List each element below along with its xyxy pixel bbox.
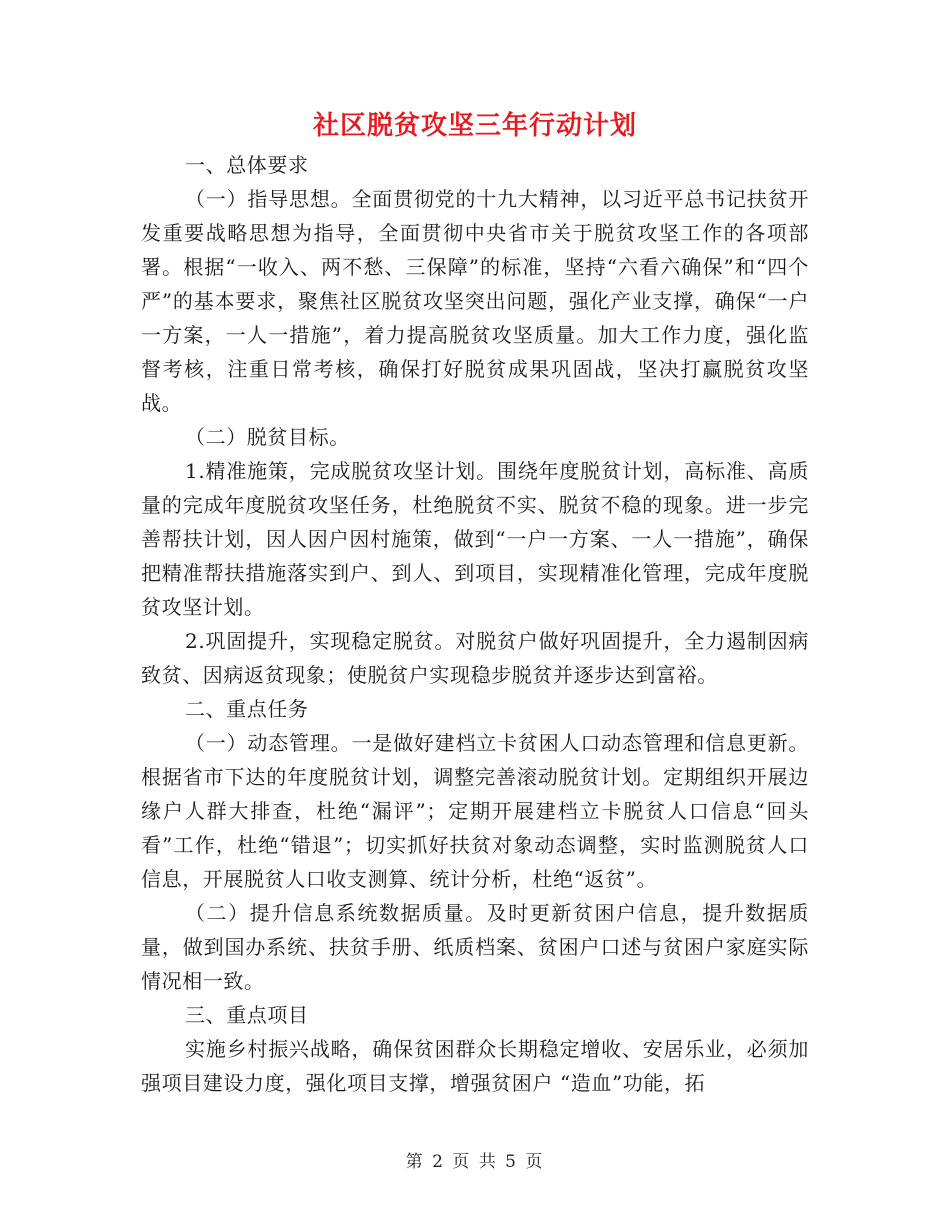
page-number: 第 2 页 共 5 页 — [405, 1152, 545, 1172]
paragraph-data-quality: （二）提升信息系统数据质量。及时更新贫困户信息，提升数据质量，做到国办系统、扶贫手册、纸质档案、贫困户口述与贫困户家庭实际情况相一致。 — [141, 901, 809, 993]
section-heading-general-requirements: 一、总体要求 — [185, 153, 309, 177]
paragraph-consolidate-improve: 2.巩固提升，实现稳定脱贫。对脱贫户做好巩固提升，全力遏制因病致贫、因病返贫现象；使脱贫户实现稳步脱贫并逐步达到富裕。 — [141, 629, 809, 687]
document-title: 社区脱贫攻坚三年行动计划 — [312, 111, 637, 141]
paragraph-guiding-ideology: （一）指导思想。全面贯彻党的十九大精神，以习近平总书记扶贫开发重要战略思想为指导，全面贯彻中央省市关于脱贫攻坚工作的各项部署。根据“一收入、两不愁、三保障”的标准，坚持“六看六确保”和“四个严”的基本要求，聚焦社区脱贫攻坚突出问题，强化产业支撑，确保“一户一方案，一人一措施”，着力提高脱贫攻坚质量。加大工作力度，强化监督考核，注重日常考核，确保打好脱贫成果巩固战，坚决打赢脱贫攻坚战。 — [141, 187, 809, 415]
paragraph-rural-revitalization: 实施乡村振兴战略，确保贫困群众长期稳定增收、安居乐业，必须加强项目建设力度，强化项目支撑，增强贫困户 “造血”功能，拓 — [141, 1037, 809, 1095]
paragraph-dynamic-management: （一）动态管理。一是做好建档立卡贫困人口动态管理和信息更新。根据省市下达的年度脱贫计划，调整完善滚动脱贫计划。定期组织开展边缘户人群大排查，杜绝“漏评”；定期开展建档立卡脱贫人口信息“回头看”工作，杜绝“错退”；切实抓好扶贫对象动态调整，实时监测脱贫人口信息，开展脱贫人口收支测算、统计分析，杜绝“返贫”。 — [141, 731, 809, 891]
document-body — [141, 148, 809, 1100]
section-heading-key-projects: 三、重点项目 — [185, 1003, 309, 1027]
section-heading-key-tasks: 二、重点任务 — [185, 697, 309, 721]
paragraph-precise-measures: 1.精准施策，完成脱贫攻坚计划。围绕年度脱贫计划，高标准、高质量的完成年度脱贫攻坚任务，杜绝脱贫不实、脱贫不稳的现象。进一步完善帮扶计划，因人因户因村施策，做到“一户一方案、一人一措施”，确保把精准帮扶措施落实到户、到人、到项目，实现精准化管理，完成年度脱贫攻坚计划。 — [141, 459, 809, 619]
subheading-poverty-goals: （二）脱贫目标。 — [185, 425, 350, 449]
